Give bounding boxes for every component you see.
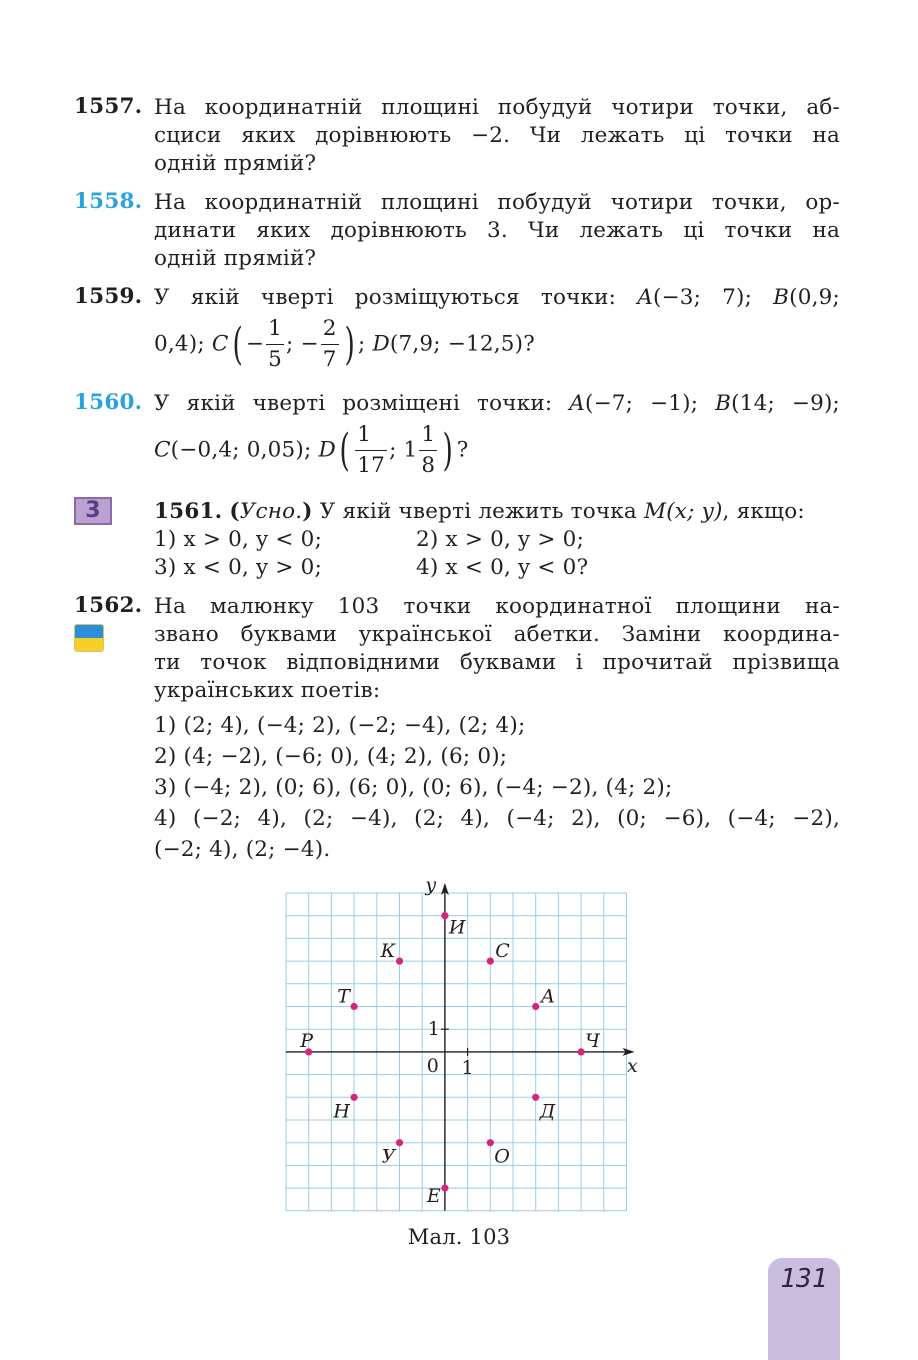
fraction: $\frac{2}{7}$	[322, 316, 337, 372]
point-label: А	[540, 985, 556, 1008]
option: 4) x < 0, y < 0?	[416, 555, 589, 580]
option: 2) x > 0, y > 0;	[416, 527, 585, 552]
list-item: 4) (−2; 4), (2; −4), (2; 4), (−4; 2), (0; −6), (−4; −2),	[154, 806, 840, 831]
exercise-1562	[74, 593, 840, 865]
exercise-text-line: динати яких дорівнюють 3. Чи лежать ці точки на	[154, 218, 840, 243]
difficulty-badge: 3	[74, 497, 112, 525]
x-unit-label: 1	[461, 1056, 474, 1079]
point-И	[441, 912, 448, 919]
option: 1) x > 0, y < 0;	[154, 527, 323, 552]
exercise-number: 1559.	[74, 284, 143, 309]
point-label: К	[380, 940, 396, 963]
point-Ч	[578, 1048, 585, 1055]
exercise-text-line: На малюнку 103 точки координатної площини на-	[154, 594, 840, 619]
point-label: И	[448, 916, 466, 939]
point-label: Д	[539, 1100, 556, 1123]
point-О	[487, 1139, 494, 1146]
x-axis-label: x	[627, 1054, 638, 1077]
exercise-1557	[74, 94, 840, 178]
exercise-number: 1557.	[74, 94, 143, 119]
exercise-text-line: У якій чверті розміщені точки: A(−7; −1); B(14; −9);	[154, 391, 840, 416]
point-С	[487, 958, 494, 965]
origin-label: 0	[426, 1054, 440, 1077]
point-Д	[532, 1094, 539, 1101]
list-item: (−2; 4), (2; −4).	[154, 837, 331, 862]
exercise-number: 1560.	[74, 390, 143, 415]
fraction: $\frac{1}{8}$	[421, 422, 436, 478]
coordinate-plane-figure	[286, 874, 638, 1219]
exercise-1559	[74, 284, 840, 375]
list-item: 3) (−4; 2), (0; 6), (6; 0), (0; 6), (−4; −2), (4; 2);	[154, 775, 673, 800]
point-Е	[441, 1185, 448, 1192]
exercise-1561	[74, 498, 840, 582]
exercise-number: 1562.	[74, 593, 143, 618]
y-unit-label: 1	[427, 1018, 441, 1041]
point-К	[396, 958, 403, 965]
fraction: $\frac{1}{17}$	[357, 422, 386, 478]
coordinate-plane	[286, 874, 638, 1213]
list-item: 2) (4; −2), (−6; 0), (4; 2), (6; 0);	[154, 744, 508, 769]
exercise-text-line: На координатній площині побудуй чотири точки, ор-	[154, 190, 840, 215]
option: 3) x < 0, y > 0;	[154, 555, 323, 580]
point-У	[396, 1139, 403, 1146]
point-label: С	[495, 940, 511, 963]
fraction: $\frac{1}{5}$	[268, 316, 282, 372]
point-label: Ч	[585, 1029, 600, 1052]
figure-caption: Мал. 103	[407, 1225, 511, 1249]
point-А	[532, 1003, 539, 1010]
exercise-1560	[74, 390, 840, 481]
exercise-text-line: 0,4); C( − $\frac{1}{5}$ ; − $\frac{2}{7}$ ) ; D(7,9; −12,5)?	[154, 314, 840, 375]
exercise-text-line: На координатній площині побудуй чотири точки, аб-	[154, 95, 840, 120]
exercise-text-line: сциси яких дорівнюють −2. Чи лежать ці точки на	[154, 123, 840, 148]
exercise-text-line: ти точок відповідними буквами і прочитай прізвища	[154, 650, 840, 675]
exercise-text-line: українських поетів:	[154, 678, 381, 703]
exercise-text-line: звано буквами української абетки. Заміни координа-	[154, 622, 840, 647]
point-label: Т	[337, 985, 351, 1008]
exercise-text-line: одній прямій?	[154, 246, 317, 271]
exercise-text-line: C(−0,4; 0,05); D( $\frac{1}{17}$ ; 1 $\frac{1}{8}$ ) ?	[154, 420, 840, 481]
point-Т	[351, 1003, 358, 1010]
point-label: Е	[426, 1185, 441, 1208]
list-item: 1) (2; 4), (−4; 2), (−2; −4), (2; 4);	[154, 713, 526, 738]
exercise-1558	[74, 189, 840, 273]
exercise-text-line: У якій чверті розміщуються точки: A(−3; 7); B(0,9;	[154, 285, 840, 310]
page-number-tab	[768, 1258, 840, 1360]
point-label: Н	[333, 1100, 351, 1123]
point-label: У	[381, 1145, 396, 1168]
point-label: О	[494, 1145, 511, 1168]
exercise-text-line: 1561. (Усно.) У якій чверті лежить точка M(x; y), якщо:	[154, 499, 805, 524]
y-axis-label: y	[425, 874, 437, 896]
point-Н	[351, 1094, 358, 1101]
point-label: Р	[300, 1029, 314, 1052]
exercise-text-line: одній прямій?	[154, 151, 317, 176]
exercise-number: 1558.	[74, 189, 143, 214]
page-number: 131	[780, 1264, 828, 1294]
